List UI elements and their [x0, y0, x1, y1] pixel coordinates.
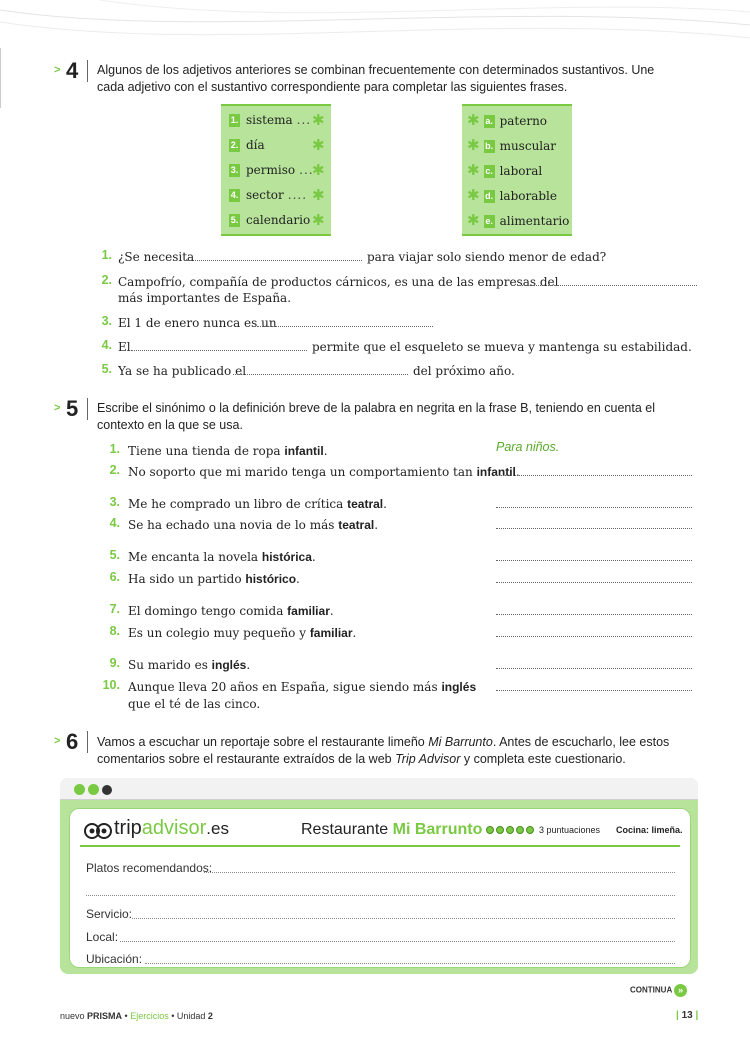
- sentence-text: Su marido es: [128, 658, 212, 672]
- exercise-5-instruction: Escribe el sinónimo o la definición breve de la palabra en negrita en la frase B, teniendo en cuenta el contexto en la que se usa.: [97, 401, 655, 432]
- ratings-count: 3 puntuaciones: [539, 825, 601, 835]
- sentence-number: 2.: [101, 273, 112, 287]
- sentence-text: Ha sido un partido: [128, 572, 246, 586]
- exercise-4-number: > 4: [54, 62, 94, 82]
- sentence-text: .: [323, 444, 328, 458]
- item-number: 10.: [102, 678, 120, 692]
- match-star-icon: ✱: [312, 136, 325, 154]
- tripadvisor-page: tripadvisor.es Restaurante Mi Barrunto 3 puntuaciones Cocina: limeña. Platos recomendandos: Servicio: Local: Ubicación:: [69, 808, 691, 968]
- answer-blank[interactable]: [496, 498, 692, 508]
- keyword: [262, 550, 312, 564]
- sentence-text: .: [296, 572, 300, 586]
- item-letter-badge: a.: [485, 116, 493, 126]
- match-star-icon: ✱: [467, 136, 480, 154]
- adjective-word: laborable: [499, 189, 557, 203]
- browser-title-bar: [60, 778, 698, 800]
- item-number: 8.: [109, 624, 120, 638]
- left-margin-line: [0, 48, 1, 108]
- sentence-text: .: [383, 497, 387, 511]
- window-button-icon[interactable]: [74, 784, 85, 795]
- keyword: [310, 626, 353, 640]
- keyword-bold: histórico: [245, 572, 297, 586]
- noun-word: permiso: [246, 163, 296, 177]
- answer-blank[interactable]: [496, 551, 692, 561]
- keyword: [245, 572, 296, 586]
- exercise-5-number: > 5: [54, 400, 94, 420]
- sentence-text: El domingo tengo comida: [128, 604, 288, 618]
- item-sentence: [128, 496, 387, 512]
- field-label: Platos recomendandos:: [86, 861, 213, 875]
- keyword: [284, 444, 323, 458]
- sentence-text: El 1 de enero nunca es un: [118, 316, 277, 330]
- answer-blank[interactable]: [496, 573, 692, 583]
- field-input-line[interactable]: [86, 886, 675, 896]
- item-number-badge: 5.: [230, 215, 239, 225]
- item-letter-badge: e.: [485, 216, 493, 226]
- keyword-bold: familiar: [287, 604, 330, 618]
- item-letter-badge: b.: [485, 141, 494, 151]
- keyword-bold: inglés: [211, 658, 247, 672]
- noun-word: día: [246, 138, 265, 152]
- item-sentence: [128, 443, 328, 459]
- exercise-6-instruction: Vamos a escuchar un reportaje sobre el restaurante limeño Mi Barrunto. Antes de escucharlo, lee estos comentarios sobre el restaurante extraídos de la web Trip Advisor y completa este cuestionario.: [97, 735, 670, 766]
- keyword-bold: familiar: [309, 626, 353, 640]
- field-label: Ubicación:: [86, 952, 143, 966]
- item-letter-badge: d.: [485, 191, 494, 201]
- noun-item[interactable]: [229, 185, 329, 205]
- sentence-text: más importantes de España.: [118, 291, 292, 305]
- dots: ...: [299, 163, 314, 177]
- adjective-word: paterno: [499, 114, 548, 128]
- double-chevron-right-icon: »: [674, 984, 687, 997]
- sentence-text: ¿Se necesita: [118, 250, 195, 264]
- sentence-text: Es un colegio muy pequeño y: [128, 626, 310, 640]
- adjective-item[interactable]: [467, 110, 571, 130]
- item-sentence: [128, 657, 250, 673]
- sentence-text: Aunque lleva 20 años en España, sigue siendo más: [128, 680, 442, 694]
- rating-circle-icon: [496, 826, 504, 834]
- adjective-item[interactable]: [467, 210, 571, 230]
- sentence-text: para viajar solo siendo menor de edad?: [367, 250, 607, 264]
- sentence-text: Campofrío, compañía de productos cárnicos, es una de las empresas del: [118, 275, 559, 289]
- keyword: [347, 497, 383, 511]
- match-star-icon: ✱: [467, 186, 480, 204]
- match-star-icon: ✱: [312, 161, 325, 179]
- answer-blank[interactable]: [186, 251, 362, 261]
- continue-button[interactable]: CONTINUA »: [630, 984, 687, 997]
- keyword-bold: infantil: [284, 444, 324, 458]
- item-number: 5.: [109, 548, 120, 562]
- answer-blank[interactable]: [131, 341, 307, 351]
- answer-blank[interactable]: [496, 466, 692, 476]
- match-star-icon: ✱: [467, 211, 480, 229]
- item-number: 6.: [109, 570, 120, 584]
- sentence-text: .: [329, 604, 334, 618]
- answer-blank[interactable]: [496, 627, 692, 637]
- match-star-icon: ✱: [467, 161, 480, 179]
- item-sentence: [128, 571, 300, 587]
- exercise-4-instruction: Algunos de los adjetivos anteriores se combinan frecuentemente con determinados sustantivos. Une cada adjetivo con el sustantivo correspondiente para completar las siguientes frases.: [97, 63, 655, 94]
- noun-item[interactable]: [229, 135, 329, 155]
- sentence-text: Me he comprado un libro de crítica: [128, 497, 348, 511]
- sentence-text: No soporto que mi marido tenga un comportamiento tan: [128, 465, 477, 479]
- answer-blank[interactable]: [522, 276, 697, 286]
- noun-item[interactable]: [229, 160, 329, 180]
- sentence-text: .: [246, 658, 251, 672]
- item-number-badge: 4.: [230, 190, 239, 200]
- exercise-6-number: > 6: [54, 733, 94, 753]
- answer-blank[interactable]: [496, 659, 692, 669]
- item-number: 1.: [109, 442, 120, 456]
- decorative-top-curves: [0, 0, 750, 60]
- sentence-text: .: [374, 518, 379, 532]
- sentence-text: Se ha echado una novia de lo más: [128, 518, 339, 532]
- field-label: Servicio:: [86, 907, 133, 921]
- field-input-line[interactable]: [204, 863, 675, 873]
- item-number-badge: 3.: [230, 165, 239, 175]
- noun-word: sistema: [246, 113, 293, 127]
- answer-blank[interactable]: [496, 605, 692, 615]
- keyword-bold: histórica: [261, 550, 312, 564]
- match-star-icon: ✱: [312, 111, 325, 129]
- keyword-bold: inglés: [441, 680, 477, 694]
- sentence-text: Tiene una tienda de ropa: [128, 444, 285, 458]
- answer-blank[interactable]: [257, 317, 433, 327]
- item-number: 4.: [109, 516, 120, 530]
- footer-left: nuevo PRISMA • Ejercicios • Unidad 2: [60, 1011, 213, 1021]
- window-button-icon[interactable]: [102, 785, 112, 795]
- exercise-arrow-icon: >: [54, 402, 61, 414]
- item-number: 7.: [109, 602, 120, 616]
- sentence-number: 4.: [101, 338, 112, 352]
- rating-circle-icon: [506, 826, 514, 834]
- sentence-text: Ya se ha publicado el: [118, 364, 247, 378]
- sentence-number: 5.: [101, 362, 112, 376]
- item-10-line-2: que el té de las cinco.: [128, 697, 261, 711]
- answer-blank[interactable]: [233, 365, 408, 375]
- restaurant-title: Restaurante Mi Barrunto: [301, 821, 483, 838]
- item-number-badge: 1.: [230, 115, 239, 125]
- adjective-item[interactable]: [467, 185, 571, 205]
- noun-word: calendario: [246, 213, 311, 227]
- answer-blank[interactable]: [496, 519, 692, 529]
- adjective-item[interactable]: [467, 135, 571, 155]
- page-number: | 13 |: [676, 1010, 699, 1021]
- item-sentence: [128, 679, 476, 695]
- field-input-line[interactable]: [120, 932, 675, 942]
- rating-circle-icon: [486, 826, 494, 834]
- noun-item[interactable]: [229, 210, 329, 230]
- sentence-number: 3.: [101, 314, 112, 328]
- sentence-number: 1.: [101, 248, 112, 262]
- dots: ...: [296, 113, 312, 127]
- item-number-badge: 2.: [230, 140, 239, 150]
- item-letter-badge: c.: [485, 166, 493, 176]
- sentence-text: .: [311, 550, 316, 564]
- sentence-text: El: [118, 340, 131, 354]
- field-input-line[interactable]: [132, 909, 675, 919]
- owl-eyes-icon: [84, 822, 112, 840]
- exercise-arrow-icon: >: [54, 64, 61, 76]
- adjective-word: muscular: [499, 139, 557, 153]
- item-number: 2.: [109, 463, 120, 477]
- item-sentence: [128, 549, 316, 565]
- keyword: [441, 680, 476, 694]
- rating-circle-icon: [516, 826, 524, 834]
- sentence-text: Me encanta la novela: [128, 550, 262, 564]
- item-sentence: [128, 625, 356, 641]
- header-separator: [80, 845, 680, 847]
- keyword: [338, 518, 374, 532]
- item-sentence: [128, 603, 334, 619]
- item-sentence: [128, 464, 520, 480]
- keyword-bold: teatral: [338, 518, 375, 532]
- keyword: [287, 604, 330, 618]
- keyword-bold: teatral: [347, 497, 384, 511]
- match-star-icon: ✱: [312, 211, 325, 229]
- sentence-text: .: [515, 465, 520, 479]
- field-input-line[interactable]: [145, 954, 675, 964]
- window-button-icon[interactable]: [88, 784, 99, 795]
- field-label: Local:: [86, 930, 119, 944]
- adjective-item[interactable]: [467, 160, 571, 180]
- item-sentence: [128, 517, 378, 533]
- rating-circle-icon: [526, 826, 534, 834]
- sentence-text: del próximo año.: [413, 364, 515, 378]
- example-answer: Para niños.: [496, 440, 560, 454]
- keyword: [212, 658, 247, 672]
- browser-window: [60, 778, 698, 974]
- noun-word: sector: [246, 188, 284, 202]
- item-number: 3.: [109, 495, 120, 509]
- exercise-arrow-icon: >: [54, 735, 61, 747]
- match-star-icon: ✱: [467, 111, 480, 129]
- sentence-text: permite que el esqueleto se mueva y mantenga su estabilidad.: [312, 340, 692, 354]
- keyword-bold: infantil: [476, 465, 516, 479]
- cuisine: Cocina: limeña.: [616, 825, 683, 835]
- dots: ....: [287, 188, 308, 202]
- item-number: 9.: [109, 656, 120, 670]
- adjective-word: alimentario: [499, 214, 570, 228]
- match-star-icon: ✱: [312, 186, 325, 204]
- adjective-word: laboral: [499, 164, 543, 178]
- noun-item[interactable]: [229, 110, 329, 130]
- sentence-text: .: [352, 626, 357, 640]
- answer-blank[interactable]: [496, 681, 692, 691]
